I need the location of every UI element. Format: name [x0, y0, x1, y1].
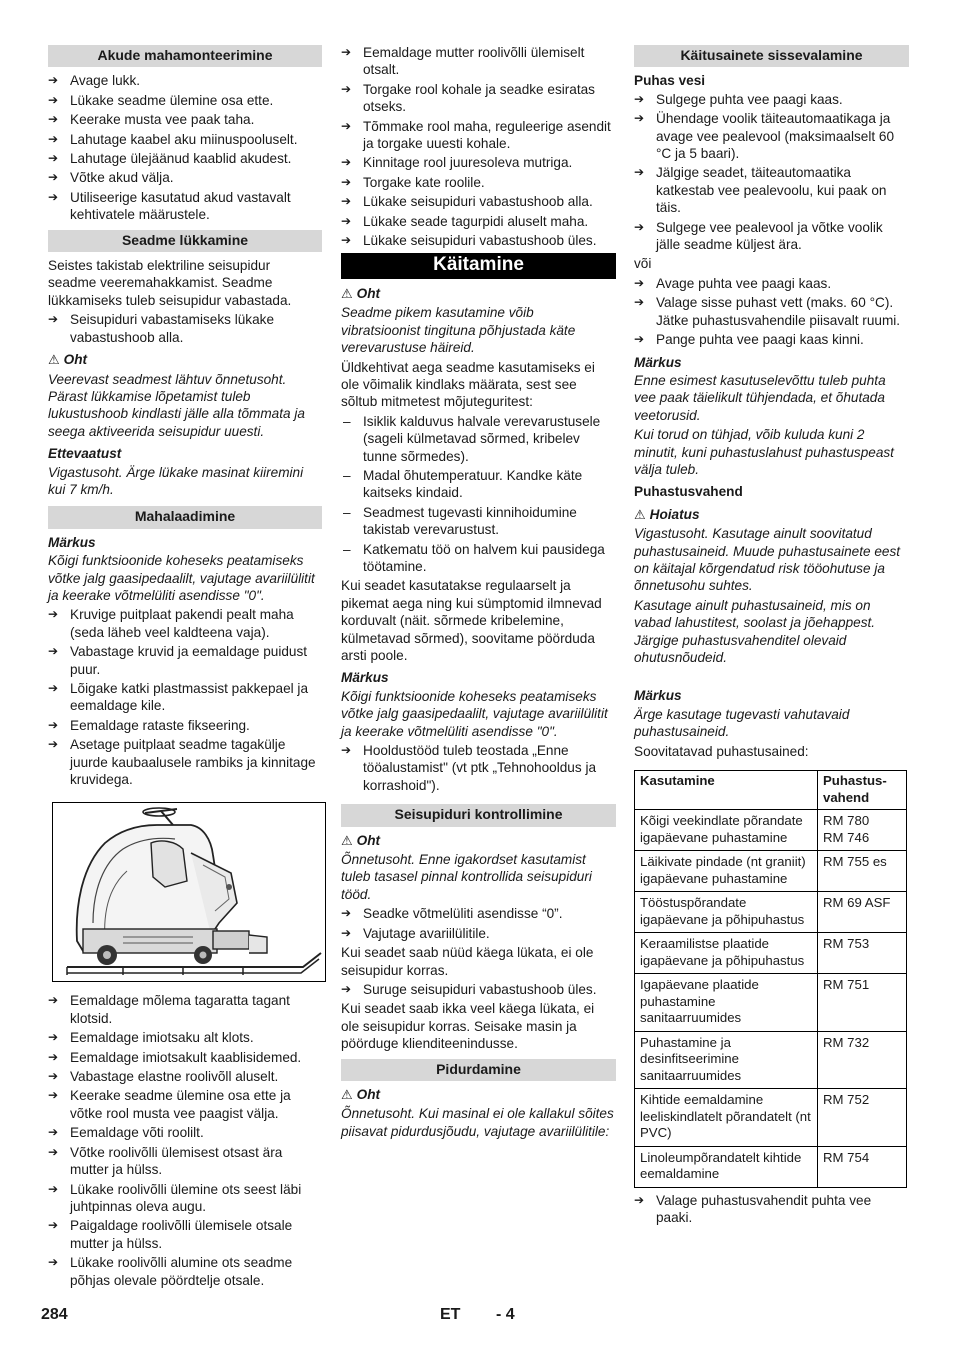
section-title-brake-check: Seisupiduri kontrollimine — [341, 804, 616, 826]
warning-text: Õnnetusoht. Enne igakordset kasutamist tuleb tasasel pinnal kontrollida seisupiduri tööd. — [341, 852, 592, 902]
note-text: Ärge kasutage tugevasti vahutavaid puhastusaineid. — [634, 706, 850, 740]
warning-heading: ⚠ Oht — [341, 285, 381, 302]
paragraph-doctor: Kui seadet kasutatakse regulaarselt ja pikemat aega ning kui sümptomid ilmnevad korduvalt (näit. sõrmede kribelemine, külmetavad sõrmed), soovitame pöörduda arsti poole. — [341, 578, 602, 663]
warning-text: Veerevast seadmest lähtuv õnnetusoht. Pärast lükkamise lõpetamist tuleb lukustushoob kindlasti jälle alla tõmmata ja seega aktiveerida seisupidur uuesti. — [48, 371, 305, 439]
table-row — [635, 851, 907, 892]
table-row — [635, 974, 907, 1032]
list-item: – Katkematu töö on halvem kui pausidega töötamine. — [341, 541, 616, 576]
table-cell-detergent: RM 753 — [818, 933, 907, 974]
list-item: ➔ Lahutage ülejäänud kaablid akudest. — [48, 150, 322, 167]
or-text: või — [634, 256, 652, 272]
list-item: ➔ Suruge seisupiduri vabastushoob üles. — [341, 981, 616, 998]
list-item: ➔ Seisupiduri vabastamiseks lükake vabastushoob alla. — [48, 311, 322, 346]
list-item: ➔ Eemaldage imiotsakult kaablisidemed. — [48, 1049, 322, 1066]
table-row — [635, 1146, 907, 1187]
list-steering-steps — [341, 44, 616, 249]
list-item: ➔ Lahutage kaabel aku miinuspooluselt. — [48, 131, 322, 148]
table-cell-usage: Läikivate pindade (nt graniit) igapäevane puhastamine — [635, 851, 818, 892]
table-row — [635, 933, 907, 974]
list-item: ➔ Võtke roolivõlli ülemisest otsast ära mutter ja hülss. — [48, 1144, 322, 1179]
caution-heading: Ettevaatust — [48, 446, 122, 462]
list-item: ➔ Keerake musta vee paak taha. — [48, 111, 322, 128]
list-item: – Seadmest tugevasti kinnihoidumine takistab verevarustust. — [341, 504, 616, 539]
list-item: – Isiklik kalduvus halvale verevarustusele (sageli külmetavad sõrmed, kribelev tunne sõrmedes). — [341, 413, 616, 465]
list-brake-steps — [341, 905, 616, 942]
list-item: ➔ Kinnitage rool juuresoleva mutriga. — [341, 154, 616, 171]
paragraph-pushing: Seistes takistab elektriline seisupidur seadme veeremahakkamist. Seadme lükkamiseks tuleb seisupidur vabastada. — [48, 258, 292, 308]
list-item: ➔ Kruvige puitplaat pakendi pealt maha (seda läheb veel kaldteena vaja). — [48, 606, 322, 641]
warning-text: Õnnetusoht. Kui masinal ei ole kallakul sõites piisavat pidurdusjõudu, vajutage avariilülitile: — [341, 1106, 614, 1139]
note-text: Kõigi funktsioonide koheseks peatamiseks võtke jalg gaasipedaalilt, vajutage avariilülitit ja keerake võtmelüliti asendisse "0". — [341, 688, 608, 739]
paragraph-brake-b: Kui seadet saab ikka veel käega lükata, ei ole seisupidur korras. Seisake masin ja pöörduge klienditeenindusse. — [341, 1001, 595, 1052]
table-cell-detergent: RM 752 — [818, 1089, 907, 1147]
column-middle — [341, 44, 616, 1142]
list-item: ➔ Vabastage kruvid ja eemaldage puidust puur. — [48, 643, 322, 678]
section-title-braking: Pidurdamine — [341, 1059, 616, 1081]
list-item: ➔ Eemaldage võti roolilt. — [48, 1124, 322, 1141]
list-item: ➔ Lükake seade tagurpidi aluselt maha. — [341, 213, 616, 230]
note-text: Kui torud on tühjad, võib kuluda kuni 2 minutit, kuni puhastuslahust puhastuspeast välja tuleb. — [634, 427, 894, 477]
warning-text: Kasutage ainult puhastusaineid, mis on vabad lahustitest, soolast ja jõehappest. Järgige puhastusvahenditel olevaid ohutusnõudeid. — [634, 597, 876, 665]
note-heading: Märkus — [48, 534, 96, 550]
column-right — [634, 44, 909, 1228]
language-code: ET — [440, 1306, 461, 1323]
list-factors — [341, 413, 616, 576]
table-row — [635, 1089, 907, 1147]
machine-illustration — [52, 802, 326, 982]
list-item: ➔ Tõmmake rool maha, reguleerige asendit ja torgake uuesti kohale. — [341, 118, 616, 153]
note-heading: Märkus — [634, 354, 682, 370]
page-number: 284 — [41, 1306, 68, 1323]
list-unloading-steps-continued — [48, 992, 322, 1289]
list-item: ➔ Lõigake katki plastmassist pakkepael ja eemaldage kile. — [48, 680, 322, 715]
table-row — [635, 892, 907, 933]
table-cell-detergent: RM 754 — [818, 1146, 907, 1187]
note-text: Kõigi funktsioonide koheseks peatamiseks võtke jalg gaasipedaalilt, vajutage avariilülitit ja keerake võtmelüliti asendisse "0". — [48, 553, 315, 603]
list-item: ➔ Eemaldage rataste fikseering. — [48, 717, 322, 734]
list-item: ➔ Keerake seadme ülemine osa ette ja võtke rool musta vee paagist välja. — [48, 1087, 322, 1122]
scrubber-machine-image — [53, 803, 325, 981]
section-title-unloading: Mahalaadimine — [48, 506, 322, 528]
list-item: ➔ Jälgige seadet, täiteautomaatika katkestab vee pealevoolu, kui paak on täis. — [634, 164, 909, 216]
table-cell-detergent: RM 732 — [818, 1031, 907, 1089]
table-cell-usage: Puhastamine ja desinfitseerimine sanitaarruumides — [635, 1031, 818, 1089]
list-item: ➔ Eemaldage mutter roolivõlli ülemiselt otsalt. — [341, 44, 616, 79]
table-header-detergent: Puhastus-vahend — [818, 771, 907, 810]
list-item: ➔ Lükake seisupiduri vabastushoob üles. — [341, 232, 616, 249]
list-item: ➔ Sulgege vee pealevool ja võtke voolik jälle seadme küljest ära. — [634, 219, 909, 254]
list-item: ➔ Hooldustööd tuleb teostada „Enne tööalustamist" (vt ptk „Tehnohooldus ja korrashoid"). — [341, 742, 616, 794]
list-item: ➔ Avage puhta vee paagi kaas. — [634, 275, 909, 292]
section-title-battery-removal: Akude mahamonteerimine — [48, 45, 322, 67]
list-item: ➔ Pange puhta vee paagi kaas kinni. — [634, 331, 909, 348]
list-item: ➔ Eemaldage imiotsaku alt klots. — [48, 1029, 322, 1046]
list-item: ➔ Sulgege puhta vee paagi kaas. — [634, 91, 909, 108]
detergent-table — [634, 770, 907, 1188]
warning-heading: ⚠ Oht — [341, 832, 381, 849]
section-title-pushing: Seadme lükkamine — [48, 230, 322, 252]
list-item: ➔ Torgake rool kohale ja seadke esiratas otseks. — [341, 81, 616, 116]
table-cell-detergent: RM 780 RM 746 — [818, 810, 907, 851]
warning-text: Vigastusoht. Kasutage ainult soovitatud puhastusaineid. Muude puhastusainete eest on käitajal kõrgendatud risk tööohutuse ja õnnetusohu suhtes. — [634, 526, 901, 594]
list-item: ➔ Võtke akud välja. — [48, 169, 322, 186]
warning-text: Seadme pikem kasutamine võib vibratsioonist tingituna põhjustada käte verevarustuse häireid. — [341, 305, 576, 356]
list-item: ➔ Paigaldage roolivõlli ülemisele otsale mutter ja hülss. — [48, 1217, 322, 1252]
warning-heading: ⚠ Oht — [48, 352, 88, 369]
table-header-row — [635, 771, 907, 810]
warning-heading: ⚠ Oht — [341, 1086, 381, 1103]
caution-text: Vigastusoht. Ärge lükake masinat kiiremini kui 7 km/h. — [48, 464, 304, 497]
warning-triangle-icon: ⚠ — [48, 353, 60, 369]
table-cell-detergent: RM 69 ASF — [818, 892, 907, 933]
note-heading: Märkus — [341, 670, 389, 686]
table-row — [635, 810, 907, 851]
page-sub-number: - 4 — [496, 1306, 515, 1323]
section-title-filling: Käitusainete sissevalamine — [634, 45, 909, 67]
warning-triangle-icon: ⚠ — [341, 1087, 353, 1103]
list-item: ➔ Lükake seadme ülemine osa ette. — [48, 92, 322, 109]
table-cell-usage: Kõigi veekindlate põrandate igapäevane puhastamine — [635, 810, 818, 851]
list-fresh-water-b — [634, 275, 909, 349]
list-item: ➔ Lükake roolivõlli alumine ots seadme põhjas olevale pöördtelje otsale. — [48, 1254, 322, 1289]
recommended-label: Soovitatavad puhastusained: — [634, 743, 809, 759]
list-fresh-water-a — [634, 91, 909, 254]
list-item: ➔ Valage sisse puhast vett (maks. 60 °C). Jätke puhastusvahendile piisavalt ruumi. — [634, 294, 909, 329]
table-header-usage: Kasutamine — [635, 771, 818, 810]
table-cell-detergent: RM 755 es — [818, 851, 907, 892]
warning-triangle-icon: ⚠ — [341, 286, 353, 302]
warning-heading: ⚠ Hoiatus — [634, 506, 700, 523]
warning-triangle-icon: ⚠ — [341, 833, 353, 849]
chapter-title-operation: Käitamine — [341, 253, 616, 278]
table-row — [635, 1031, 907, 1089]
list-battery-removal — [48, 72, 322, 223]
list-item: ➔ Lükake seisupiduri vabastushoob alla. — [341, 193, 616, 210]
list-item: ➔ Utiliseerige kasutatud akud vastavalt kehtivatele määrustele. — [48, 189, 322, 224]
list-item: ➔ Valage puhastusvahendit puhta vee paaki. — [634, 1192, 909, 1227]
list-item: – Madal õhutemperatuur. Kandke käte kaitseks kindaid. — [341, 467, 616, 502]
list-item: ➔ Vabastage elastne roolivõll aluselt. — [48, 1068, 322, 1085]
subheading-fresh-water: Puhas vesi — [634, 73, 706, 89]
list-item: ➔ Torgake kate roolile. — [341, 174, 616, 191]
table-cell-usage: Tööstuspõrandate igapäevane ja põhipuhastus — [635, 892, 818, 933]
list-unloading-steps — [48, 606, 322, 788]
table-cell-usage: Kihtide eemaldamine leeliskindlatelt põrandatelt (nt PVC) — [635, 1089, 818, 1147]
table-cell-usage: Linoleumpõrandatelt kihtide eemaldamine — [635, 1146, 818, 1187]
table-cell-usage: Igapäevane plaatide puhastamine sanitaarruumides — [635, 974, 818, 1032]
list-item: ➔ Vajutage avariilülitile. — [341, 925, 616, 942]
list-item: ➔ Asetage puitplaat seadme tagakülje juurde kaubaalusele rambiks ja kinnitage kruvidega. — [48, 736, 322, 788]
note-text: Enne esimest kasutuselevõttu tuleb puhta vee paak täielikult tühjendada, et õhutada veetorusid. — [634, 372, 886, 423]
table-cell-detergent: RM 751 — [818, 974, 907, 1032]
list-item: ➔ Eemaldage mõlema tagaratta tagant klotsid. — [48, 992, 322, 1027]
list-item: ➔ Ühendage voolik täiteautomaatikaga ja avage vee pealevool (maksimaalselt 60 °C ja 5 baari). — [634, 110, 909, 162]
table-cell-usage: Keraamilistse plaatide igapäevane ja põhipuhastus — [635, 933, 818, 974]
list-item: ➔ Lükake roolivõlli ülemine ots seest läbi juhtpinnas oleva augu. — [48, 1181, 322, 1216]
paragraph-brake-a: Kui seadet saab nüüd käega lükata, ei ole seisupidur korras. — [341, 945, 594, 978]
column-left — [48, 44, 322, 1291]
list-item: ➔ Avage lukk. — [48, 72, 322, 89]
paragraph-usage-time: Üldkehtivat aega seadme kasutamiseks ei ole võimalik kindlaks määrata, sest see sõltub mitmetest mõjuteguritest: — [341, 359, 595, 410]
note-heading: Märkus — [634, 688, 682, 704]
subheading-detergent: Puhastusvahend — [634, 484, 743, 500]
list-item: ➔ Seadke võtmelüliti asendisse “0”. — [341, 905, 616, 922]
warning-triangle-icon: ⚠ — [634, 507, 646, 523]
